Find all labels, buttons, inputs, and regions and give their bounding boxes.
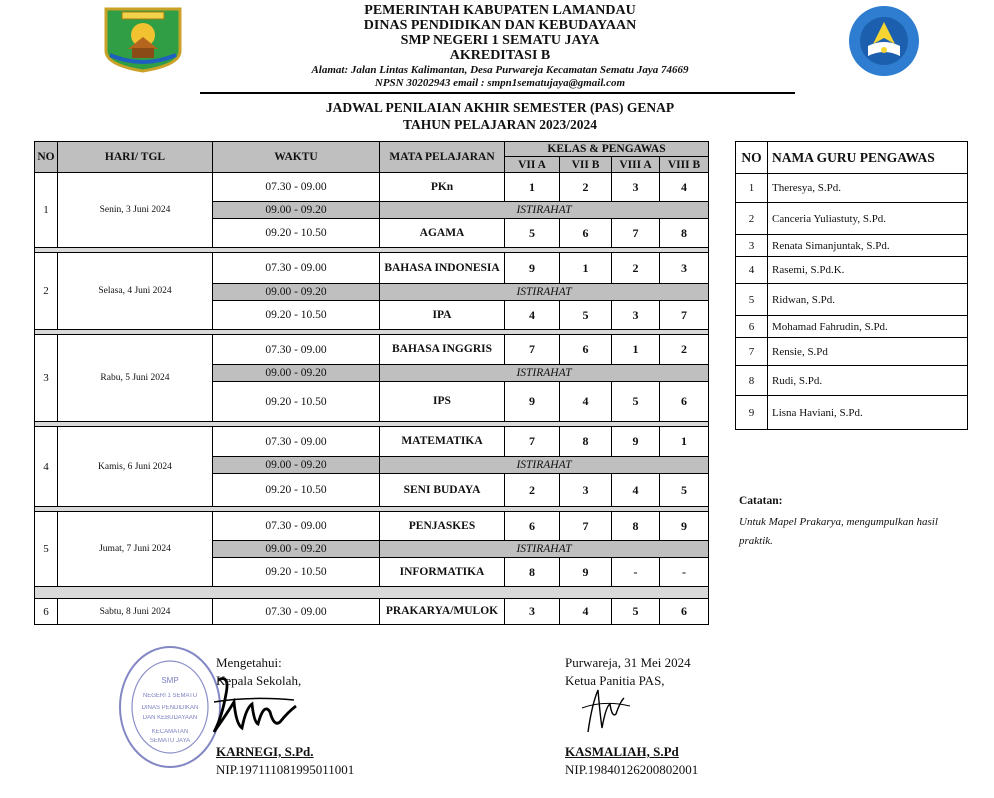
break-time: 09.00 - 09.20 — [213, 284, 380, 301]
teacher-number: 7 — [736, 338, 768, 366]
supervisor-number: 5 — [612, 599, 660, 625]
svg-text:DINAS PENDIDIKAN: DINAS PENDIDIKAN — [141, 705, 199, 711]
principal-title: Kepala Sekolah, — [216, 673, 302, 688]
principal-signature-block — [216, 654, 466, 779]
supervisor-number: 2 — [660, 335, 709, 365]
tut-wuri-handayani-icon — [835, 4, 933, 78]
teacher-number: 3 — [736, 235, 768, 257]
teacher-name: Lisna Haviani, S.Pd. — [768, 396, 968, 430]
supervisor-number: 9 — [560, 558, 612, 587]
session-time: 09.20 - 10.50 — [213, 219, 380, 248]
supervisor-number: 1 — [505, 173, 560, 202]
svg-text:DAN KEBUDAYAAN: DAN KEBUDAYAAN — [142, 715, 198, 721]
subject-name: MATEMATIKA — [380, 427, 505, 457]
document-title — [240, 99, 760, 133]
regency-emblem-icon — [100, 5, 186, 73]
teacher-name: Renata Simanjuntak, S.Pd. — [768, 235, 968, 257]
supervisor-number: - — [660, 558, 709, 587]
supervisor-number: 8 — [612, 512, 660, 541]
day-date: Kamis, 6 Juni 2024 — [58, 427, 213, 507]
table-row — [35, 512, 709, 541]
col-header-class: VIII B — [660, 157, 709, 173]
break-time: 09.00 - 09.20 — [213, 202, 380, 219]
teacher-header-name: NAMA GURU PENGAWAS — [768, 142, 968, 174]
accreditation: AKREDITASI B — [449, 48, 551, 63]
school-name: SMP NEGERI 1 SEMATU JAYA — [400, 33, 600, 48]
committee-chair-nip: NIP.19840126200802001 — [565, 762, 699, 777]
teacher-number: 4 — [736, 257, 768, 284]
place-date: Purwareja, 31 Mei 2024 — [565, 655, 691, 670]
teacher-row — [736, 396, 968, 430]
day-number: 1 — [35, 173, 58, 248]
supervisor-number: 4 — [660, 173, 709, 202]
letterhead — [0, 0, 994, 95]
teacher-name: Rasemi, S.Pd.K. — [768, 257, 968, 284]
break-label: ISTIRAHAT — [380, 365, 709, 382]
supervisor-number: 6 — [560, 335, 612, 365]
break-time: 09.00 - 09.20 — [213, 365, 380, 382]
teacher-row — [736, 316, 968, 338]
svg-text:KECAMATAN: KECAMATAN — [151, 729, 189, 735]
col-header-time: WAKTU — [213, 142, 380, 173]
teacher-number: 9 — [736, 396, 768, 430]
subject-name: SENI BUDAYA — [380, 474, 505, 507]
supervisor-number: 5 — [505, 219, 560, 248]
supervisor-number: 1 — [560, 253, 612, 284]
day-date: Jumat, 7 Juni 2024 — [58, 512, 213, 587]
acknowledged-label: Mengetahui: — [216, 655, 282, 670]
supervisor-number: 9 — [612, 427, 660, 457]
notes-text: Untuk Mapel Prakarya, mengumpulkan hasil praktik. — [739, 516, 938, 547]
supervisor-number: 2 — [612, 253, 660, 284]
session-time: 07.30 - 09.00 — [213, 427, 380, 457]
table-row — [35, 427, 709, 457]
supervisor-number: 4 — [560, 382, 612, 422]
committee-signature-block — [565, 654, 825, 779]
teacher-row — [736, 257, 968, 284]
col-header-class: VII B — [560, 157, 612, 173]
table-row — [35, 173, 709, 202]
supervisor-number: 9 — [505, 253, 560, 284]
session-time: 07.30 - 09.00 — [213, 335, 380, 365]
col-header-subject: MATA PELAJARAN — [380, 142, 505, 173]
supervisor-number: 2 — [560, 173, 612, 202]
supervisor-number: - — [612, 558, 660, 587]
supervisor-number: 3 — [660, 253, 709, 284]
day-date: Sabtu, 8 Juni 2024 — [58, 599, 213, 625]
supervisor-number: 3 — [612, 173, 660, 202]
teacher-row — [736, 235, 968, 257]
session-time: 09.20 - 10.50 — [213, 301, 380, 330]
teacher-number: 1 — [736, 174, 768, 203]
break-time: 09.00 - 09.20 — [213, 541, 380, 558]
supervisor-number: 7 — [560, 512, 612, 541]
teacher-row — [736, 338, 968, 366]
committee-title: Ketua Panitia PAS, — [565, 673, 665, 688]
svg-text:SMP: SMP — [161, 676, 179, 685]
supervisor-number: 8 — [660, 219, 709, 248]
svg-text:SEMATU JAYA: SEMATU JAYA — [149, 738, 191, 744]
teacher-name: Rudi, S.Pd. — [768, 366, 968, 396]
teacher-header-no: NO — [736, 142, 768, 174]
supervisor-number: 5 — [660, 474, 709, 507]
supervisor-number: 6 — [505, 512, 560, 541]
supervisor-number: 7 — [660, 301, 709, 330]
subject-name: BAHASA INDONESIA — [380, 253, 505, 284]
supervisor-teachers-table — [735, 141, 968, 430]
teacher-name: Rensie, S.Pd — [768, 338, 968, 366]
session-time: 07.30 - 09.00 — [213, 512, 380, 541]
supervisor-number: 4 — [612, 474, 660, 507]
teacher-number: 8 — [736, 366, 768, 396]
session-time: 07.30 - 09.00 — [213, 599, 380, 625]
supervisor-number: 8 — [560, 427, 612, 457]
subject-name: BAHASA INGGRIS — [380, 335, 505, 365]
col-header-class: VIII A — [612, 157, 660, 173]
table-row — [35, 599, 709, 625]
supervisor-number: 3 — [612, 301, 660, 330]
session-time: 07.30 - 09.00 — [213, 173, 380, 202]
day-number: 2 — [35, 253, 58, 330]
day-date: Selasa, 4 Juni 2024 — [58, 253, 213, 330]
teacher-name: Mohamad Fahrudin, S.Pd. — [768, 316, 968, 338]
notes-section — [739, 493, 979, 551]
teacher-row — [736, 366, 968, 396]
supervisor-number: 5 — [612, 382, 660, 422]
supervisor-number: 1 — [612, 335, 660, 365]
gov-name: PEMERINTAH KABUPATEN LAMANDAU — [364, 3, 636, 18]
notes-label: Catatan: — [739, 495, 783, 507]
break-label: ISTIRAHAT — [380, 541, 709, 558]
svg-text:NEGERI 1 SEMATU: NEGERI 1 SEMATU — [142, 693, 198, 699]
col-header-class: VII A — [505, 157, 560, 173]
subject-name: IPS — [380, 382, 505, 422]
break-label: ISTIRAHAT — [380, 202, 709, 219]
teacher-name: Canceria Yuliastuty, S.Pd. — [768, 203, 968, 235]
supervisor-number: 3 — [505, 599, 560, 625]
col-header-classes: KELAS & PENGAWAS — [505, 142, 709, 157]
session-time: 09.20 - 10.50 — [213, 474, 380, 507]
supervisor-number: 4 — [505, 301, 560, 330]
teacher-number: 6 — [736, 316, 768, 338]
header-divider — [200, 92, 795, 94]
supervisor-number: 5 — [560, 301, 612, 330]
subject-name: IPA — [380, 301, 505, 330]
principal-nip: NIP.197111081995011001 — [216, 762, 355, 777]
teacher-row — [736, 284, 968, 316]
school-address: Alamat: Jalan Lintas Kalimantan, Desa Purwareja Kecamatan Sematu Jaya 74669 — [311, 64, 689, 76]
break-time: 09.00 - 09.20 — [213, 457, 380, 474]
supervisor-number: 7 — [505, 335, 560, 365]
session-time: 07.30 - 09.00 — [213, 253, 380, 284]
supervisor-number: 1 — [660, 427, 709, 457]
committee-chair-name: KASMALIAH, S.Pd — [565, 744, 679, 759]
principal-name: KARNEGI, S.Pd. — [216, 744, 314, 759]
break-label: ISTIRAHAT — [380, 284, 709, 301]
exam-schedule-table — [34, 141, 709, 625]
subject-name: PRAKARYA/MULOK — [380, 599, 505, 625]
department-name: DINAS PENDIDIKAN DAN KEBUDAYAAN — [363, 18, 637, 33]
col-header-day: HARI/ TGL — [58, 142, 213, 173]
table-row — [35, 253, 709, 284]
day-number: 4 — [35, 427, 58, 507]
teacher-number: 5 — [736, 284, 768, 316]
supervisor-number: 8 — [505, 558, 560, 587]
school-contact: NPSN 30202943 email : smpn1sematujaya@gmail.com — [374, 77, 626, 89]
title-line-2: TAHUN PELAJARAN 2023/2024 — [402, 117, 597, 132]
supervisor-number: 7 — [505, 427, 560, 457]
teacher-row — [736, 203, 968, 235]
title-line-1: JADWAL PENILAIAN AKHIR SEMESTER (PAS) GENAP — [325, 100, 675, 115]
session-time: 09.20 - 10.50 — [213, 558, 380, 587]
supervisor-number: 9 — [660, 512, 709, 541]
teacher-name: Ridwan, S.Pd. — [768, 284, 968, 316]
supervisor-number: 9 — [505, 382, 560, 422]
supervisor-number: 6 — [660, 382, 709, 422]
session-time: 09.20 - 10.50 — [213, 382, 380, 422]
supervisor-number: 2 — [505, 474, 560, 507]
col-header-no: NO — [35, 142, 58, 173]
subject-name: PENJASKES — [380, 512, 505, 541]
supervisor-number: 6 — [560, 219, 612, 248]
break-label: ISTIRAHAT — [380, 457, 709, 474]
day-date: Rabu, 5 Juni 2024 — [58, 335, 213, 422]
row-separator — [35, 587, 709, 599]
subject-name: AGAMA — [380, 219, 505, 248]
day-number: 3 — [35, 335, 58, 422]
supervisor-number: 4 — [560, 599, 612, 625]
table-row — [35, 335, 709, 365]
supervisor-number: 7 — [612, 219, 660, 248]
subject-name: INFORMATIKA — [380, 558, 505, 587]
day-date: Senin, 3 Juni 2024 — [58, 173, 213, 248]
teacher-row — [736, 174, 968, 203]
subject-name: PKn — [380, 173, 505, 202]
day-number: 5 — [35, 512, 58, 587]
day-number: 6 — [35, 599, 58, 625]
teacher-name: Theresya, S.Pd. — [768, 174, 968, 203]
supervisor-number: 3 — [560, 474, 612, 507]
supervisor-number: 6 — [660, 599, 709, 625]
teacher-number: 2 — [736, 203, 768, 235]
